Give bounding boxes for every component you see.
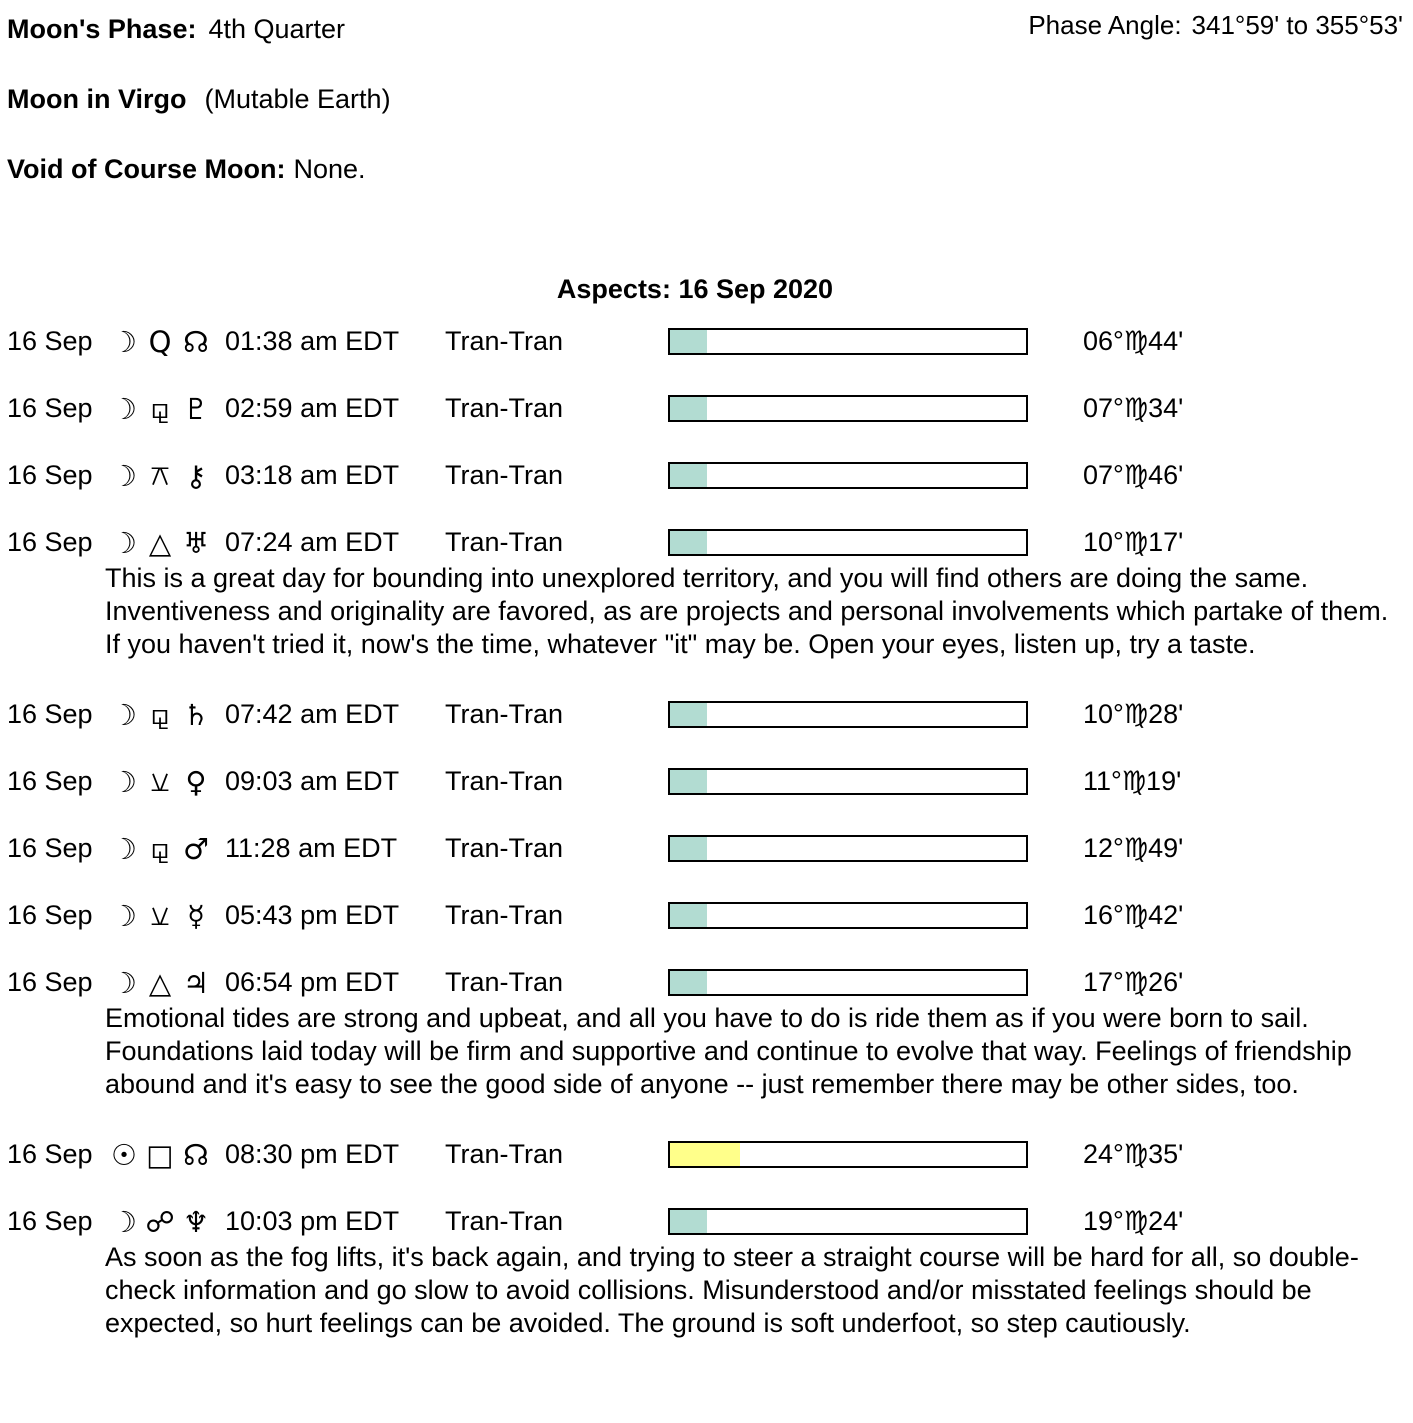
aspect-position [1083, 393, 1183, 424]
position-degrees: 07° [1083, 460, 1124, 490]
sesquiquadrate-icon: ⚼ [149, 391, 171, 425]
position-degrees: 10° [1083, 527, 1124, 557]
position-minutes: 46' [1148, 460, 1184, 490]
jupiter-icon: ♃ [183, 965, 209, 1000]
aspect-row-block [7, 898, 1413, 933]
trine-icon: △ [148, 525, 172, 560]
square-icon: □ [146, 1137, 174, 1172]
orb-progress-fill [670, 703, 707, 726]
moon-icon: ☽ [111, 1204, 137, 1239]
position-degrees: 11° [1083, 766, 1122, 796]
aspect-time: 07:24 am EDT [225, 527, 400, 557]
aspect-row-block [7, 391, 1413, 426]
aspect-row-block [7, 324, 1413, 359]
sun-icon: ☉ [111, 1137, 137, 1172]
aspects-title: Aspects: 16 Sep 2020 [556, 274, 834, 304]
virgo-sign-icon: ♍ [1123, 967, 1149, 998]
orb-progress-fill [670, 1143, 740, 1166]
aspect-row-block [7, 1137, 1413, 1172]
position-degrees: 24° [1083, 1139, 1124, 1169]
aspect-row-block [7, 1204, 1413, 1340]
aspect-row-block [7, 764, 1413, 799]
aspect-type: Tran-Tran [445, 833, 564, 863]
north-node-icon: ☊ [183, 324, 209, 359]
quintile-icon: Q [148, 324, 172, 359]
moon-icon: ☽ [111, 697, 137, 732]
aspect-date: 16 Sep [7, 833, 93, 863]
moon-icon: ☽ [111, 525, 137, 560]
orb-progress-fill [670, 971, 707, 994]
position-degrees: 12° [1083, 833, 1124, 863]
quincunx-icon: ⚻ [150, 458, 170, 492]
aspect-position [1083, 900, 1183, 931]
virgo-sign-icon: ♍ [1123, 833, 1149, 864]
orb-progress-bar [668, 902, 1028, 929]
position-minutes: 24' [1148, 1206, 1184, 1236]
position-minutes: 19' [1146, 766, 1182, 796]
aspect-time: 09:03 am EDT [225, 766, 400, 796]
aspect-row [7, 525, 1413, 560]
aspect-row [7, 965, 1413, 1000]
moon-icon: ☽ [111, 458, 137, 493]
orb-progress-fill [670, 397, 707, 420]
aspect-date: 16 Sep [7, 527, 93, 557]
aspect-time: 02:59 am EDT [225, 393, 400, 423]
moon-sign-value: (Mutable Earth) [204, 84, 391, 114]
aspect-time: 11:28 am EDT [225, 833, 398, 863]
orb-progress-fill [670, 770, 707, 793]
aspect-time: 08:30 pm EDT [225, 1139, 400, 1169]
moon-icon: ☽ [111, 898, 137, 933]
orb-progress-fill [670, 837, 707, 860]
aspect-date: 16 Sep [7, 967, 93, 997]
void-of-course-label: Void of Course Moon: [7, 154, 286, 184]
orb-progress-bar [668, 1141, 1028, 1168]
orb-progress-fill [670, 1210, 707, 1233]
sesquiquadrate-icon: ⚼ [149, 831, 171, 865]
position-minutes: 44' [1148, 326, 1184, 356]
aspect-position [1083, 1139, 1183, 1170]
virgo-sign-icon: ♍ [1123, 1206, 1149, 1237]
virgo-sign-icon: ♍ [1123, 460, 1149, 491]
moons-phase-label: Moon's Phase: [7, 14, 197, 44]
moon-icon: ☽ [111, 965, 137, 1000]
position-degrees: 19° [1083, 1206, 1124, 1236]
position-minutes: 35' [1148, 1139, 1184, 1169]
mercury-icon: ☿ [187, 898, 205, 933]
moon-icon: ☽ [111, 831, 137, 866]
virgo-sign-icon: ♍ [1123, 1139, 1149, 1170]
aspect-time: 10:03 pm EDT [225, 1206, 400, 1236]
virgo-sign-icon: ♍ [1123, 699, 1149, 730]
aspect-row-block [7, 525, 1413, 661]
aspect-row [7, 458, 1413, 493]
aspect-date: 16 Sep [7, 460, 93, 490]
orb-progress-bar [668, 328, 1028, 355]
aspect-interpretation: This is a great day for bounding into unexplored territory, and you will find others are doing the same. Inventiveness and originality are favored, as are projects and personal involvements which partake of them. If you haven't tried it, now's the time, whatever "it" may be. Open your eyes, listen up, try a taste. [105, 563, 1389, 659]
aspect-type: Tran-Tran [445, 527, 564, 557]
aspect-position [1083, 967, 1183, 998]
aspect-type: Tran-Tran [445, 1139, 564, 1169]
virgo-sign-icon: ♍ [1123, 393, 1149, 424]
venus-icon: ♀ [185, 764, 207, 799]
position-minutes: 28' [1148, 699, 1184, 729]
aspect-row [7, 697, 1413, 732]
aspect-position [1083, 326, 1183, 357]
void-of-course-line [7, 154, 1413, 185]
chiron-icon: ⚷ [185, 458, 207, 493]
aspect-type: Tran-Tran [445, 967, 564, 997]
aspect-date: 16 Sep [7, 393, 93, 423]
aspect-type: Tran-Tran [445, 699, 564, 729]
position-minutes: 42' [1148, 900, 1184, 930]
aspect-date: 16 Sep [7, 1206, 93, 1236]
aspect-row-block [7, 831, 1413, 866]
aspect-position [1083, 766, 1181, 797]
orb-progress-bar [668, 1208, 1028, 1235]
aspect-position [1083, 460, 1183, 491]
mars-icon: ♂ [183, 831, 209, 866]
aspect-row [7, 898, 1413, 933]
moons-phase-value: 4th Quarter [208, 14, 346, 44]
orb-progress-bar [668, 969, 1028, 996]
aspect-row-block [7, 697, 1413, 732]
aspect-time: 05:43 pm EDT [225, 900, 400, 930]
moon-icon: ☽ [111, 324, 137, 359]
aspect-time: 06:54 pm EDT [225, 967, 400, 997]
aspect-position [1083, 527, 1183, 558]
orb-progress-fill [670, 330, 707, 353]
phase-angle-label: Phase Angle: [1028, 10, 1182, 40]
aspect-row [7, 1204, 1413, 1239]
aspect-row [7, 764, 1413, 799]
moon-sign-line [7, 84, 1413, 115]
aspect-interpretation: Emotional tides are strong and upbeat, and all you have to do is ride them as if you were born to sail. Foundations laid today will be firm and supportive and continue to evolve that way. Feelings of friendship abound and it's easy to see the good side of anyone -- just remember there may be other sides, too. [105, 1003, 1352, 1099]
void-of-course-value: None. [293, 154, 366, 184]
aspect-type: Tran-Tran [445, 460, 564, 490]
aspect-row-block [7, 458, 1413, 493]
aspect-position [1083, 833, 1183, 864]
moon-sign-label: Moon in Virgo [7, 84, 187, 114]
position-degrees: 10° [1083, 699, 1124, 729]
pluto-icon: ♇ [183, 391, 209, 426]
aspect-interpretation: As soon as the fog lifts, it's back again, and trying to steer a straight course will be hard for all, so double-check information and go slow to avoid collisions. Misunderstood and/or misstated feelings should be expected, so hurt feelings can be avoided. The ground is soft underfoot, so step cautiously. [105, 1242, 1359, 1338]
aspect-time: 01:38 am EDT [225, 326, 400, 356]
semisextile-icon: ⚺ [150, 898, 170, 932]
orb-progress-fill [670, 904, 707, 927]
aspect-date: 16 Sep [7, 326, 93, 356]
virgo-sign-icon: ♍ [1123, 527, 1149, 558]
orb-progress-bar [668, 529, 1028, 556]
position-degrees: 07° [1083, 393, 1124, 423]
aspect-type: Tran-Tran [445, 326, 564, 356]
position-degrees: 16° [1083, 900, 1124, 930]
orb-progress-bar [668, 701, 1028, 728]
neptune-icon: ♆ [183, 1204, 209, 1239]
aspect-date: 16 Sep [7, 1139, 93, 1169]
position-degrees: 17° [1083, 967, 1124, 997]
semisextile-icon: ⚺ [150, 764, 170, 798]
aspect-position [1083, 1206, 1183, 1237]
virgo-sign-icon: ♍ [1121, 766, 1147, 797]
orb-progress-fill [670, 531, 707, 554]
saturn-icon: ♄ [183, 697, 209, 732]
uranus-icon: ♅ [183, 525, 209, 560]
aspect-row [7, 324, 1413, 359]
orb-progress-bar [668, 462, 1028, 489]
aspect-time: 03:18 am EDT [225, 460, 400, 490]
north-node-icon: ☊ [183, 1137, 209, 1172]
opposition-icon: ☍ [145, 1204, 175, 1239]
aspect-type: Tran-Tran [445, 766, 564, 796]
orb-progress-bar [668, 835, 1028, 862]
aspect-date: 16 Sep [7, 900, 93, 930]
position-minutes: 34' [1148, 393, 1184, 423]
moon-icon: ☽ [111, 391, 137, 426]
trine-icon: △ [148, 965, 172, 1000]
aspect-type: Tran-Tran [445, 900, 564, 930]
moon-icon: ☽ [111, 764, 137, 799]
orb-progress-bar [668, 395, 1028, 422]
position-minutes: 49' [1148, 833, 1184, 863]
sesquiquadrate-icon: ⚼ [149, 697, 171, 731]
orb-progress-bar [668, 768, 1028, 795]
aspect-position [1083, 699, 1183, 730]
aspect-date: 16 Sep [7, 699, 93, 729]
phase-angle [1028, 10, 1403, 41]
aspects-list [7, 324, 1413, 1340]
aspect-type: Tran-Tran [445, 393, 564, 423]
position-minutes: 26' [1148, 967, 1184, 997]
aspect-row [7, 831, 1413, 866]
aspect-row-block [7, 965, 1413, 1101]
aspect-row [7, 391, 1413, 426]
orb-progress-fill [670, 464, 707, 487]
virgo-sign-icon: ♍ [1123, 900, 1149, 931]
position-minutes: 17' [1148, 527, 1184, 557]
position-degrees: 06° [1083, 326, 1124, 356]
phase-angle-value: 341°59' to 355°53' [1191, 10, 1403, 40]
aspect-time: 07:42 am EDT [225, 699, 400, 729]
aspect-type: Tran-Tran [445, 1206, 564, 1236]
aspect-date: 16 Sep [7, 766, 93, 796]
virgo-sign-icon: ♍ [1123, 326, 1149, 357]
aspect-row [7, 1137, 1413, 1172]
